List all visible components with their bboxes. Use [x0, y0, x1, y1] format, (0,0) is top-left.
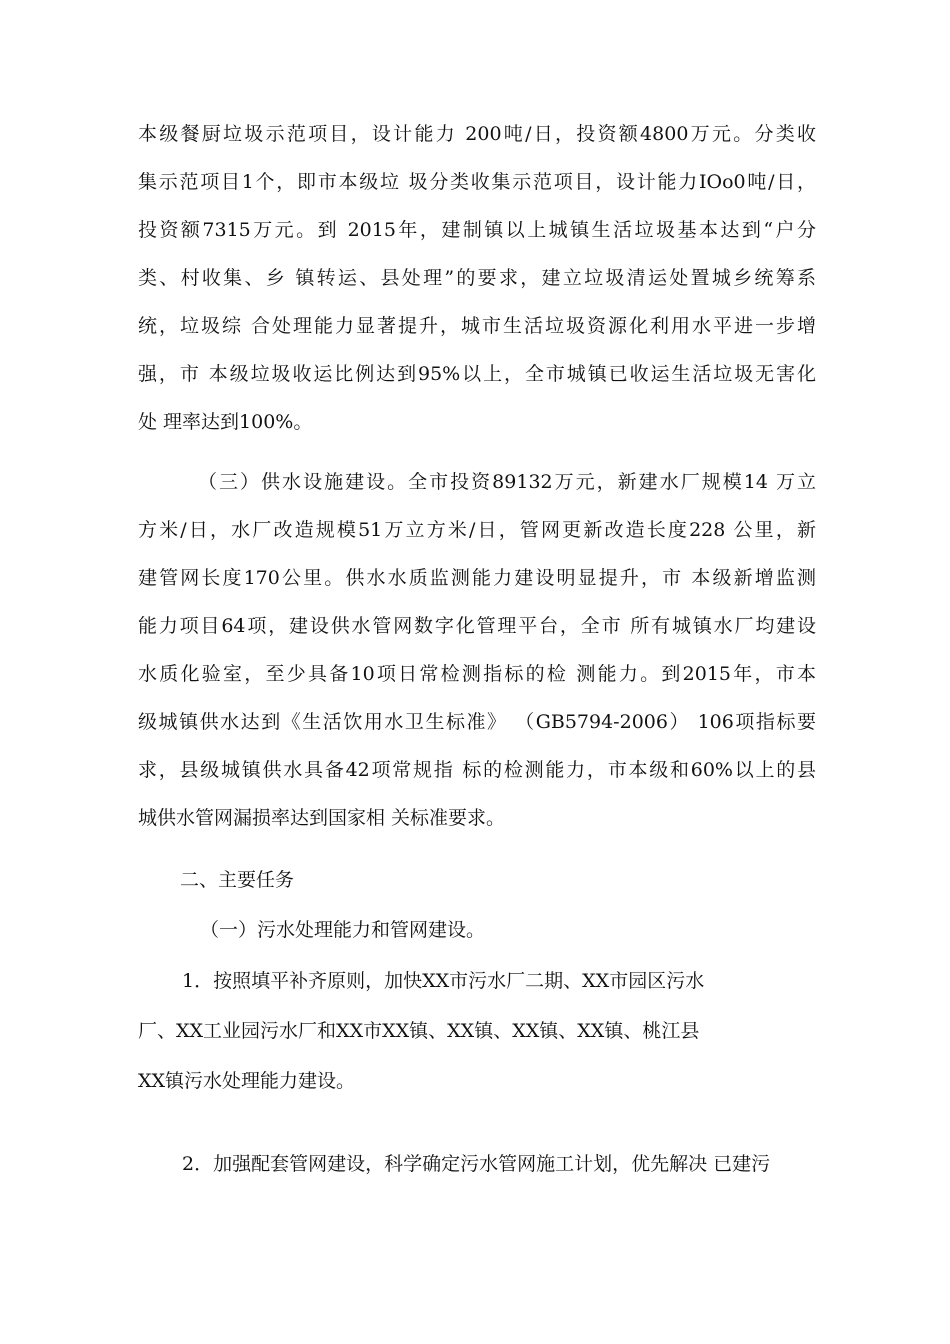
- text-line: 统，垃圾综 合处理能力显著提升，城市生活垃圾资源化利用水平进一步增: [138, 315, 816, 337]
- text-line: XX镇污水处理能力建设。: [138, 1070, 356, 1092]
- text-line: 类、村收集、乡 镇转运、县处理”的要求，建立垃圾清运处置城乡统筹系: [138, 267, 816, 289]
- list-item-2: 2．加强配套管网建设，科学确定污水管网施工计划，优先解决 已建污: [182, 1153, 771, 1175]
- text-line: 求，县级城镇供水具备42项常规指 标的检测能力，市本级和60%以上的县: [138, 759, 816, 781]
- text-line: 本级餐厨垃圾示范项目，设计能力 200吨/日，投资额4800万元。分类收: [138, 123, 816, 145]
- text-line: 1．按照填平补齐原则，加快XX市污水厂二期、XX市园区污水: [182, 970, 705, 992]
- list-item-1: [138, 956, 778, 1106]
- text-line: 能力项目64项，建设供水管网数字化管理平台，全市 所有城镇水厂均建设: [138, 615, 816, 637]
- section-heading-main-tasks: 二、主要任务: [180, 869, 295, 891]
- text-line: 建管网长度170公里。供水水质监测能力建设明显提升，市 本级新增监测: [138, 567, 816, 589]
- text-line: 投资额7315万元。到 2015年，建制镇以上城镇生活垃圾基本达到“户分: [138, 219, 816, 241]
- text-line: 级城镇供水达到《生活饮用水卫生标准》 （GB5794-2006） 106项指标要: [138, 711, 816, 733]
- text-line: （三）供水设施建设。全市投资89132万元，新建水厂规模14 万立: [198, 471, 816, 493]
- text-line: 厂、XX工业园污水厂和XX市XX镇、XX镇、XX镇、XX镇、桃江县: [138, 1020, 700, 1042]
- subsection-heading-sewage: （一）污水处理能力和管网建设。: [200, 919, 486, 941]
- text-line: 集示范项目1个，即市本级垃 圾分类收集示范项目，设计能力IOo0吨/日，: [138, 171, 816, 193]
- paragraph-water-supply: [138, 458, 816, 842]
- paragraph-garbage: [138, 110, 816, 446]
- text-line: 水质化验室，至少具备10项日常检测指标的检 测能力。到2015年，市本: [138, 663, 816, 685]
- text-line: 城供水管网漏损率达到国家相 关标准要求。: [138, 807, 506, 829]
- text-line: 强，市 本级垃圾收运比例达到95%以上，全市城镇已收运生活垃圾无害化: [138, 363, 816, 385]
- text-line: 方米/日，水厂改造规模51万立方米/日，管网更新改造长度228 公里，新: [138, 519, 816, 541]
- text-line: 处 理率达到100%。: [138, 411, 313, 433]
